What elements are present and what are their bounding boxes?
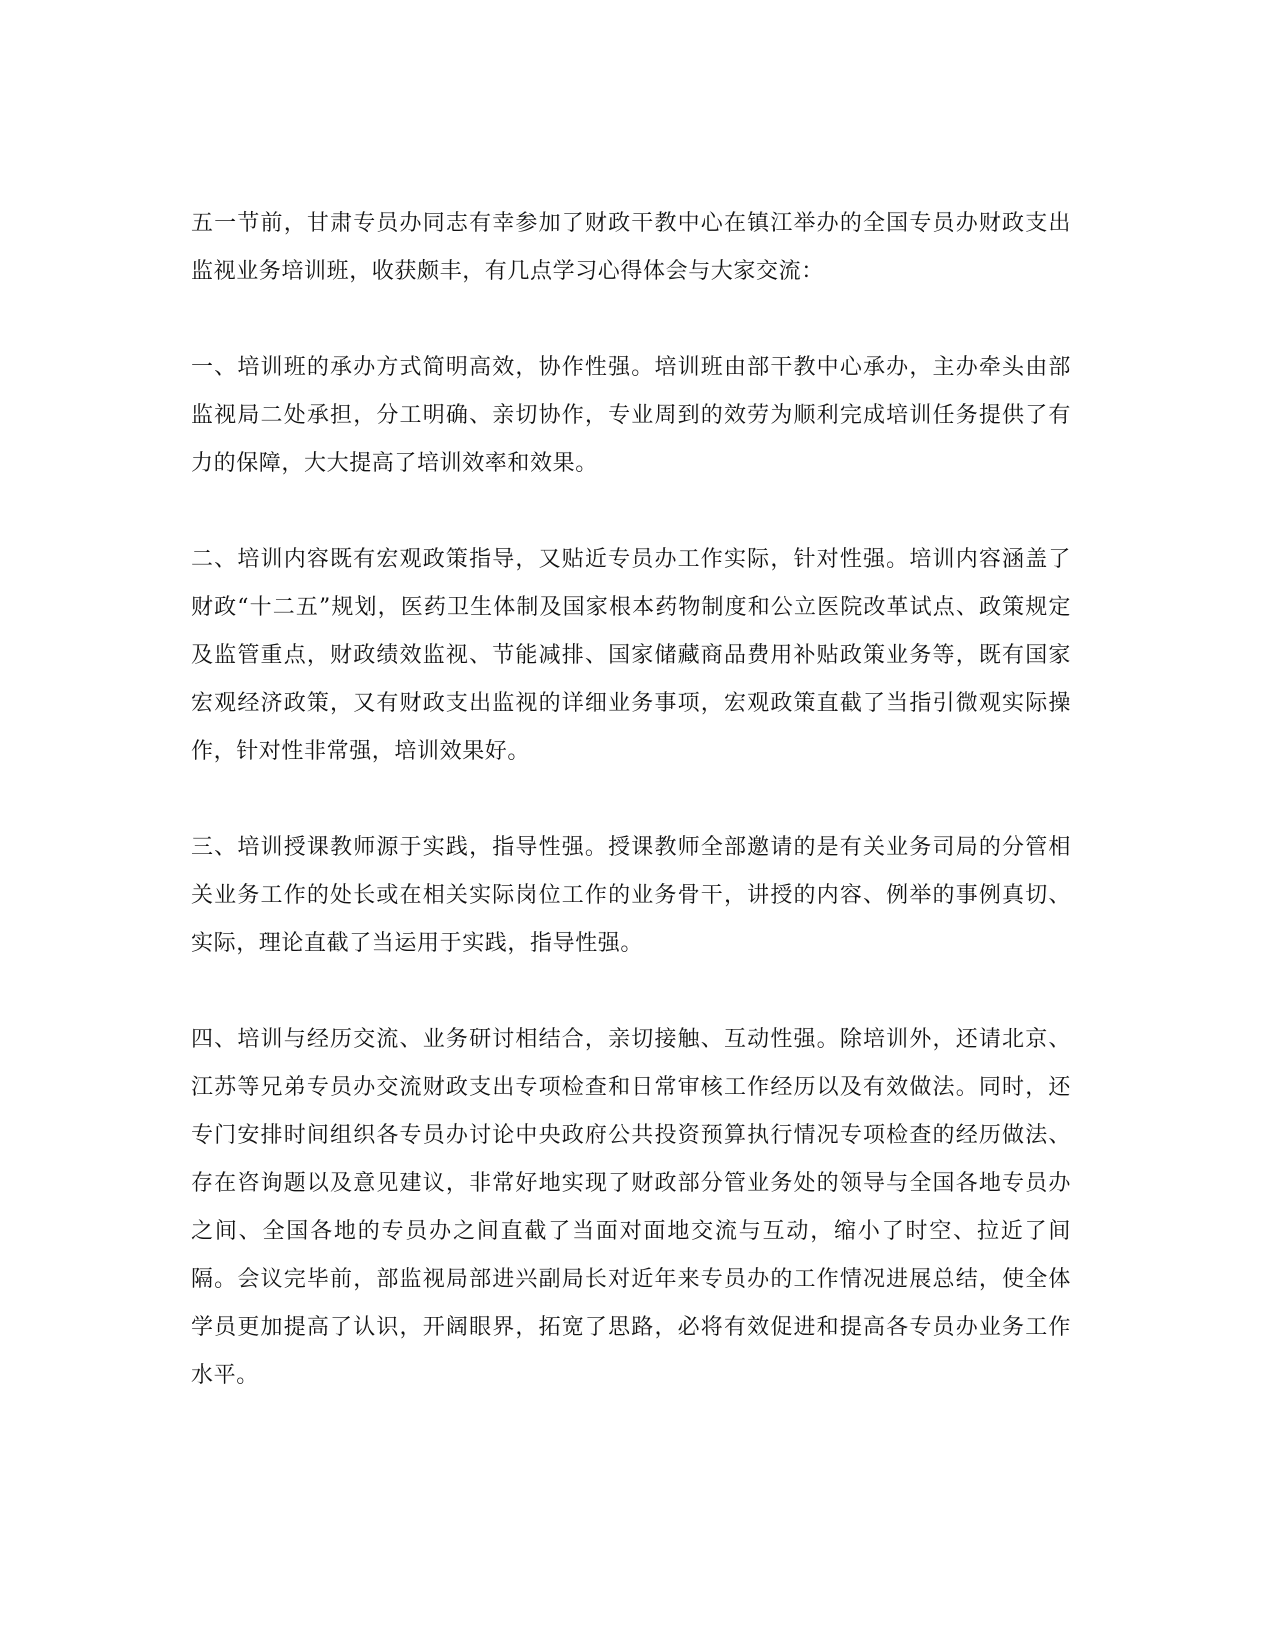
document-body	[191, 200, 1071, 1400]
paragraph-intro: 五一节前，甘肃专员办同志有幸参加了财政干教中心在镇江举办的全国专员办财政支出监视业务培训班，收获颇丰，有几点学习心得体会与大家交流：	[191, 211, 1071, 284]
paragraph-point-1: 一、培训班的承办方式简明高效，协作性强。培训班由部干教中心承办，主办牵头由部监视局二处承担，分工明确、亲切协作，专业周到的效劳为顺利完成培训任务提供了有力的保障，大大提高了培训效率和效果。	[191, 355, 1071, 476]
paragraph-point-4: 四、培训与经历交流、业务研讨相结合，亲切接触、互动性强。除培训外，还请北京、江苏等兄弟专员办交流财政支出专项检查和日常审核工作经历以及有效做法。同时，还专门安排时间组织各专员办讨论中央政府公共投资预算执行情况专项检查的经历做法、存在咨询题以及意见建议，非常好地实现了财政部分管业务处的领导与全国各地专员办之间、全国各地的专员办之间直截了当面对面地交流与互动，缩小了时空、拉近了间隔。会议完毕前，部监视局部进兴副局长对近年来专员办的工作情况进展总结，使全体学员更加提高了认识，开阔眼界，拓宽了思路，必将有效促进和提高各专员办业务工作水平。	[191, 1027, 1071, 1388]
paragraph-point-2: 二、培训内容既有宏观政策指导，又贴近专员办工作实际，针对性强。培训内容涵盖了财政“十二五”规划，医药卫生体制及国家根本药物制度和公立医院改革试点、政策规定及监管重点，财政绩效监视、节能减排、国家储藏商品费用补贴政策业务等，既有国家宏观经济政策，又有财政支出监视的详细业务事项，宏观政策直截了当指引微观实际操作，针对性非常强，培训效果好。	[191, 547, 1071, 764]
paragraph-point-3: 三、培训授课教师源于实践，指导性强。授课教师全部邀请的是有关业务司局的分管相关业务工作的处长或在相关实际岗位工作的业务骨干，讲授的内容、例举的事例真切、实际，理论直截了当运用于实践，指导性强。	[191, 835, 1071, 956]
